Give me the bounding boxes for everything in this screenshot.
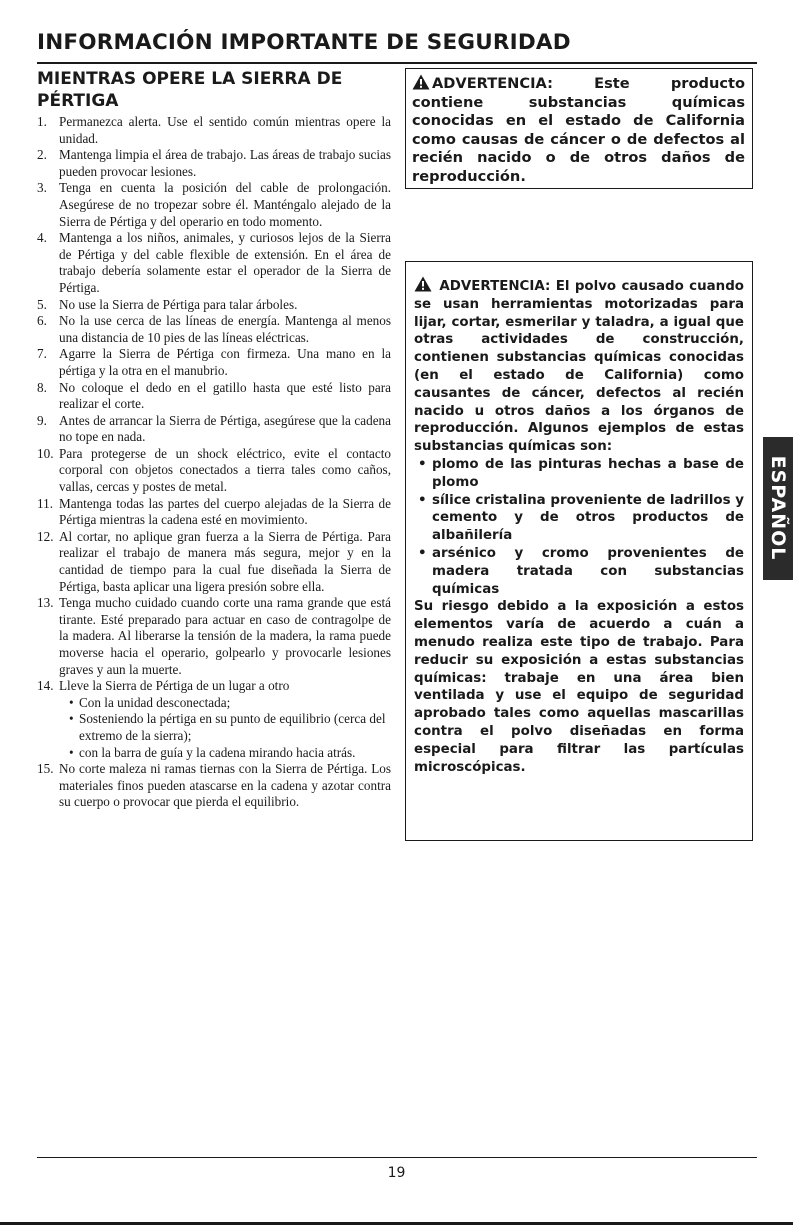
rule-number: 9.	[37, 412, 47, 428]
rule-text: Agarre la Sierra de Pértiga con firmeza. Una mano en la pértiga y la otra en el manubrio.	[59, 346, 391, 378]
rule-number: 8.	[37, 379, 47, 395]
page-title: INFORMACIÓN IMPORTANTE DE SEGURIDAD	[37, 30, 571, 55]
list-item: • plomo de las pinturas hechas a base de plomo	[414, 456, 744, 492]
rule-text: Mantenga todas las partes del cuerpo alejadas de la Sierra de Pértiga mientras la cadena esté en movimiento.	[59, 495, 391, 528]
rule-number: 15.	[37, 761, 54, 777]
rule-number: 5.	[37, 296, 47, 312]
rule-text: Permanezca alerta. Use el sentido común mientras opere la unidad.	[59, 114, 391, 146]
rule-number: 14.	[37, 678, 54, 694]
title-rule	[37, 62, 757, 64]
rule-text: No la use cerca de las líneas de energía. Mantenga al menos una distancia de 10 pies de las líneas eléctricas.	[59, 313, 391, 345]
warning-intro: El polvo causado cuando se usan herramientas motorizadas para lijar, cortar, esmerilar y taladra, a igual que otras actividades de construcción, contienen substancias químicas conocidas (en el estado de California) como causantes de cáncer, defectos al recién nacido u otros daños a los órganos de reproducción. Algunos ejemplos de estas substancias químicas son:	[414, 279, 744, 455]
rule-text: No use la Sierra de Pértiga para talar árboles.	[59, 296, 298, 312]
rule-number: 1.	[37, 114, 47, 129]
warning-label: ADVERTENCIA:	[432, 75, 553, 92]
rule-text: No coloque el dedo en el gatillo hasta que esté listo para realizar el corte.	[59, 379, 391, 412]
warning-triangle-icon	[412, 74, 430, 90]
chemical-examples-list	[414, 456, 744, 598]
rule-number: 4.	[37, 230, 47, 246]
rule-1	[37, 114, 391, 147]
rule-2	[37, 147, 391, 180]
rule-text: Mantenga limpia el área de trabajo. Las áreas de trabajo sucias pueden provocar lesiones.	[59, 147, 391, 179]
rule-13	[37, 595, 391, 678]
rule-5	[37, 297, 391, 314]
rule-text: Antes de arrancar la Sierra de Pértiga, asegúrese que la cadena no tope en nada.	[59, 412, 391, 445]
rule-number: 7.	[37, 346, 47, 362]
rule-number: 2.	[37, 147, 47, 163]
rule-11	[37, 496, 391, 529]
rule-7	[37, 346, 391, 379]
rule-text: Mantenga a los niños, animales, y curiosos lejos de la Sierra de Pértiga y del cable flexible de extensión. En el área de trabajo debería solamente estar el operador de la Sierra de Pértiga.	[59, 230, 391, 295]
list-item: • con la barra de guía y la cadena mirando hacia atrás.	[69, 745, 391, 762]
warning-box-chemicals	[405, 68, 753, 189]
rule-number: 3.	[37, 180, 47, 196]
carry-instructions-list	[59, 695, 391, 761]
warning-text: Este producto contiene substancias químicas conocidas en el estado de California como causas de cáncer o de defectos al recién nacido o de otros daños de reproducción.	[412, 75, 745, 185]
safety-rules-list	[37, 114, 391, 811]
rule-14	[37, 678, 391, 761]
rule-8	[37, 380, 391, 413]
operating-instructions-column	[37, 68, 391, 811]
rule-number: 6.	[37, 313, 47, 329]
warning-box-dust	[405, 261, 753, 841]
language-tab	[763, 437, 793, 580]
footer-rule	[37, 1157, 757, 1158]
rule-text: Para protegerse de un shock eléctrico, evite el contacto corporal con objetos conectados a tierra tales como caños, vallas, cercas y postes de metal.	[59, 445, 391, 495]
rule-number: 13.	[37, 595, 54, 611]
rule-4	[37, 230, 391, 296]
rule-text: Lleve la Sierra de Pértiga de un lugar a otro	[59, 678, 290, 694]
list-item: • Con la unidad desconectada;	[69, 695, 391, 712]
warning-triangle-icon	[414, 276, 432, 292]
list-item: • sílice cristalina proveniente de ladrillos y cemento y de otros productos de albañilería	[414, 492, 744, 545]
rule-text: Al cortar, no aplique gran fuerza a la Sierra de Pértiga. Para realizar el trabajo de manera más segura, mejor y en la cantidad de tiempo para la cual fue diseñada la Sierra de Pértiga, basta aplicar una ligera presión sobre ella.	[59, 528, 391, 594]
rule-text: Tenga mucho cuidado cuando corte una rama grande que está tirante. Esté preparado para actuar en caso de contragolpe de la madera. Al liberarse la tensión de la madera, la rama puede moverse hacia el operario, golpearlo y provocarle lesiones graves y aun la muerte.	[59, 595, 391, 677]
section-heading: MIENTRAS OPERE LA SIERRA DE PÉRTIGA	[37, 69, 343, 111]
warning-label: ADVERTENCIA:	[439, 279, 551, 294]
rule-3	[37, 180, 391, 230]
rule-text: Tenga en cuenta la posición del cable de prolongación. Asegúrese de no tropezar sobre él. Manténgalo alejado de la Sierra de Pértiga y del operario en todo momento.	[59, 180, 391, 229]
rule-10	[37, 446, 391, 496]
rule-12	[37, 529, 391, 595]
rule-number: 12.	[37, 528, 54, 544]
rule-15	[37, 761, 391, 811]
warning-closing: Su riesgo debido a la exposición a estos elementos varía de acuerdo a cuán a menudo realiza este tipo de trabajo. Para reducir su exposición a estas substancias químicas: trabaje en una área bien ventilada y use el equipo de seguridad aprobado tales como aquellas mascarillas contra el polvo diseñadas en forma especial para filtrar las partículas microscópicas.	[414, 599, 744, 775]
language-tab-label: ESPAÑOL	[767, 455, 789, 561]
rule-text: No corte maleza ni ramas tiernas con la Sierra de Pértiga. Los materiales finos pueden atascarse en la cadena y azotar contra su cuerpo o provocar que pierda el equilibrio.	[59, 761, 391, 810]
page-number: 19	[387, 1165, 406, 1181]
list-item: • Sosteniendo la pértiga en su punto de equilibrio (cerca del extremo de la sierra);	[69, 711, 391, 744]
rule-6	[37, 313, 391, 346]
rule-number: 11.	[37, 495, 53, 511]
rule-number: 10.	[37, 445, 54, 461]
rule-9	[37, 413, 391, 446]
list-item: • arsénico y cromo provenientes de madera tratada con substancias químicas	[414, 545, 744, 598]
